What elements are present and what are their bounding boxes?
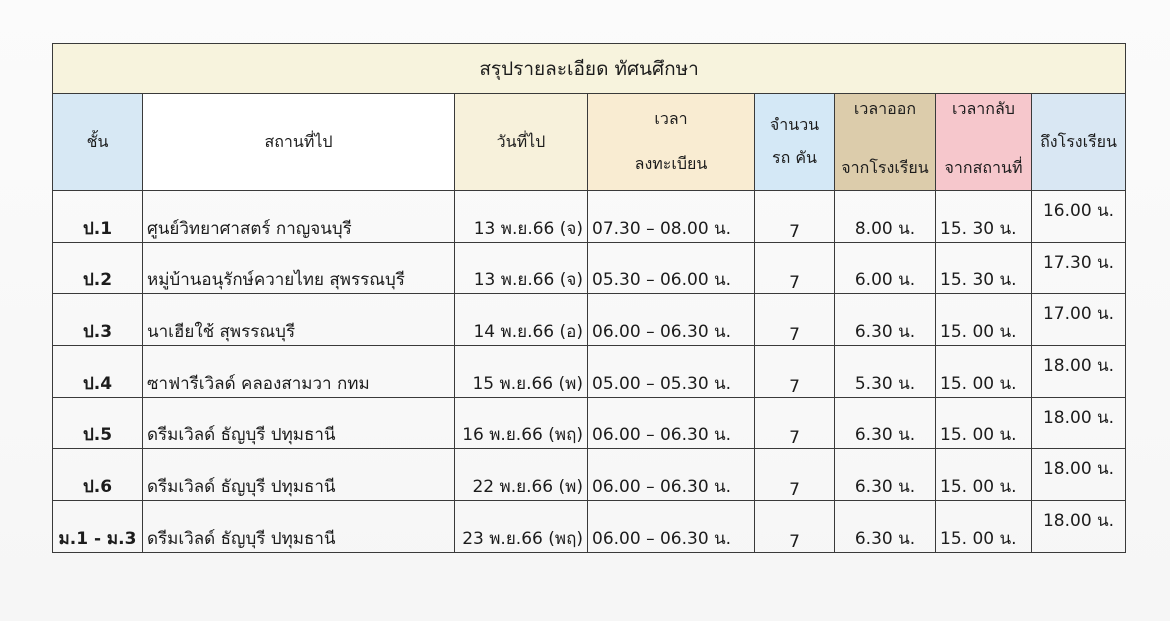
cell-depart-time: 6.30 น. — [835, 294, 936, 346]
header-depart-time — [835, 94, 936, 191]
table-row — [53, 242, 1126, 294]
header-arrive-time — [1032, 94, 1126, 191]
cell-place: หมู่บ้านอนุรักษ์ควายไทย สุพรรณบุรี — [143, 242, 455, 294]
table-row — [53, 449, 1126, 501]
table-title-row — [53, 44, 1126, 94]
cell-return-time: 15. 00 น. — [936, 449, 1032, 501]
cell-grade: ป.2 — [53, 242, 143, 294]
cell-date: 23 พ.ย.66 (พฤ) — [455, 501, 588, 553]
cell-place: นาเฮียใช้ สุพรรณบุรี — [143, 294, 455, 346]
cell-grade: ป.5 — [53, 397, 143, 449]
cell-arrive-time: 18.00 น. — [1032, 449, 1126, 501]
cell-date: 14 พ.ย.66 (อ) — [455, 294, 588, 346]
cell-arrive-time: 18.00 น. — [1032, 346, 1126, 398]
header-depart-line1: เวลาออก — [853, 99, 917, 118]
cell-date: 15 พ.ย.66 (พ) — [455, 346, 588, 398]
cell-car-count: 7 — [755, 191, 835, 243]
header-grade — [53, 94, 143, 191]
cell-grade: ป.1 — [53, 191, 143, 243]
cell-return-time: 15. 30 น. — [936, 191, 1032, 243]
header-place — [143, 94, 455, 191]
table-title: สรุปรายละเอียด ทัศนศึกษา — [53, 44, 1126, 94]
cell-depart-time: 6.30 น. — [835, 397, 936, 449]
table-row — [53, 397, 1126, 449]
cell-return-time: 15. 00 น. — [936, 501, 1032, 553]
cell-place: ศูนย์วิทยาศาสตร์ กาญจนบุรี — [143, 191, 455, 243]
cell-registration-time: 06.00 – 06.30 น. — [588, 449, 755, 501]
header-time-line1: เวลา — [654, 109, 688, 128]
cell-arrive-time: 18.00 น. — [1032, 501, 1126, 553]
header-depart-line2: จากโรงเรียน — [841, 158, 929, 177]
cell-return-time: 15. 30 น. — [936, 242, 1032, 294]
header-registration-time — [588, 94, 755, 191]
header-arrive-label: ถึงโรงเรียน — [1040, 131, 1117, 151]
cell-place: ซาฟารีเวิลด์ คลองสามวา กทม — [143, 346, 455, 398]
cell-registration-time: 06.00 – 06.30 น. — [588, 501, 755, 553]
header-date — [455, 94, 588, 191]
table-row — [53, 346, 1126, 398]
header-cars-line2: รถ คัน — [771, 148, 817, 167]
cell-date: 22 พ.ย.66 (พ) — [455, 449, 588, 501]
table-row — [53, 501, 1126, 553]
cell-car-count: 7 — [755, 242, 835, 294]
cell-depart-time: 6.30 น. — [835, 449, 936, 501]
cell-car-count: 7 — [755, 449, 835, 501]
cell-registration-time: 07.30 – 08.00 น. — [588, 191, 755, 243]
cell-car-count: 7 — [755, 294, 835, 346]
cell-arrive-time: 18.00 น. — [1032, 397, 1126, 449]
cell-arrive-time: 16.00 น. — [1032, 191, 1126, 243]
header-date-label: วันที่ไป — [496, 131, 546, 151]
table-row — [53, 191, 1126, 243]
header-place-label: สถานที่ไป — [264, 131, 333, 151]
cell-date: 16 พ.ย.66 (พฤ) — [455, 397, 588, 449]
field-trip-summary-table — [52, 43, 1126, 553]
cell-date: 13 พ.ย.66 (จ) — [455, 242, 588, 294]
header-car-count — [755, 94, 835, 191]
cell-place: ดรีมเวิลด์ ธัญบุรี ปทุมธานี — [143, 397, 455, 449]
cell-return-time: 15. 00 น. — [936, 397, 1032, 449]
cell-grade: ป.6 — [53, 449, 143, 501]
header-return-line2: จากสถานที่ — [944, 158, 1023, 177]
cell-depart-time: 6.30 น. — [835, 501, 936, 553]
header-return-time — [936, 94, 1032, 191]
cell-grade: ป.3 — [53, 294, 143, 346]
header-row — [53, 94, 1126, 191]
cell-registration-time: 06.00 – 06.30 น. — [588, 397, 755, 449]
cell-place: ดรีมเวิลด์ ธัญบุรี ปทุมธานี — [143, 449, 455, 501]
header-cars-line1: จำนวน — [769, 115, 820, 134]
header-grade-label: ชั้น — [86, 131, 109, 151]
cell-grade: ป.4 — [53, 346, 143, 398]
cell-return-time: 15. 00 น. — [936, 346, 1032, 398]
cell-registration-time: 05.00 – 05.30 น. — [588, 346, 755, 398]
cell-date: 13 พ.ย.66 (จ) — [455, 191, 588, 243]
cell-depart-time: 8.00 น. — [835, 191, 936, 243]
cell-registration-time: 06.00 – 06.30 น. — [588, 294, 755, 346]
cell-car-count: 7 — [755, 501, 835, 553]
header-time-line2: ลงทะเบียน — [634, 154, 708, 173]
cell-registration-time: 05.30 – 06.00 น. — [588, 242, 755, 294]
cell-return-time: 15. 00 น. — [936, 294, 1032, 346]
table-row — [53, 294, 1126, 346]
cell-arrive-time: 17.30 น. — [1032, 242, 1126, 294]
cell-grade: ม.1 - ม.3 — [53, 501, 143, 553]
cell-place: ดรีมเวิลด์ ธัญบุรี ปทุมธานี — [143, 501, 455, 553]
cell-car-count: 7 — [755, 397, 835, 449]
cell-depart-time: 5.30 น. — [835, 346, 936, 398]
header-return-line1: เวลากลับ — [952, 99, 1015, 118]
cell-car-count: 7 — [755, 346, 835, 398]
cell-depart-time: 6.00 น. — [835, 242, 936, 294]
cell-arrive-time: 17.00 น. — [1032, 294, 1126, 346]
